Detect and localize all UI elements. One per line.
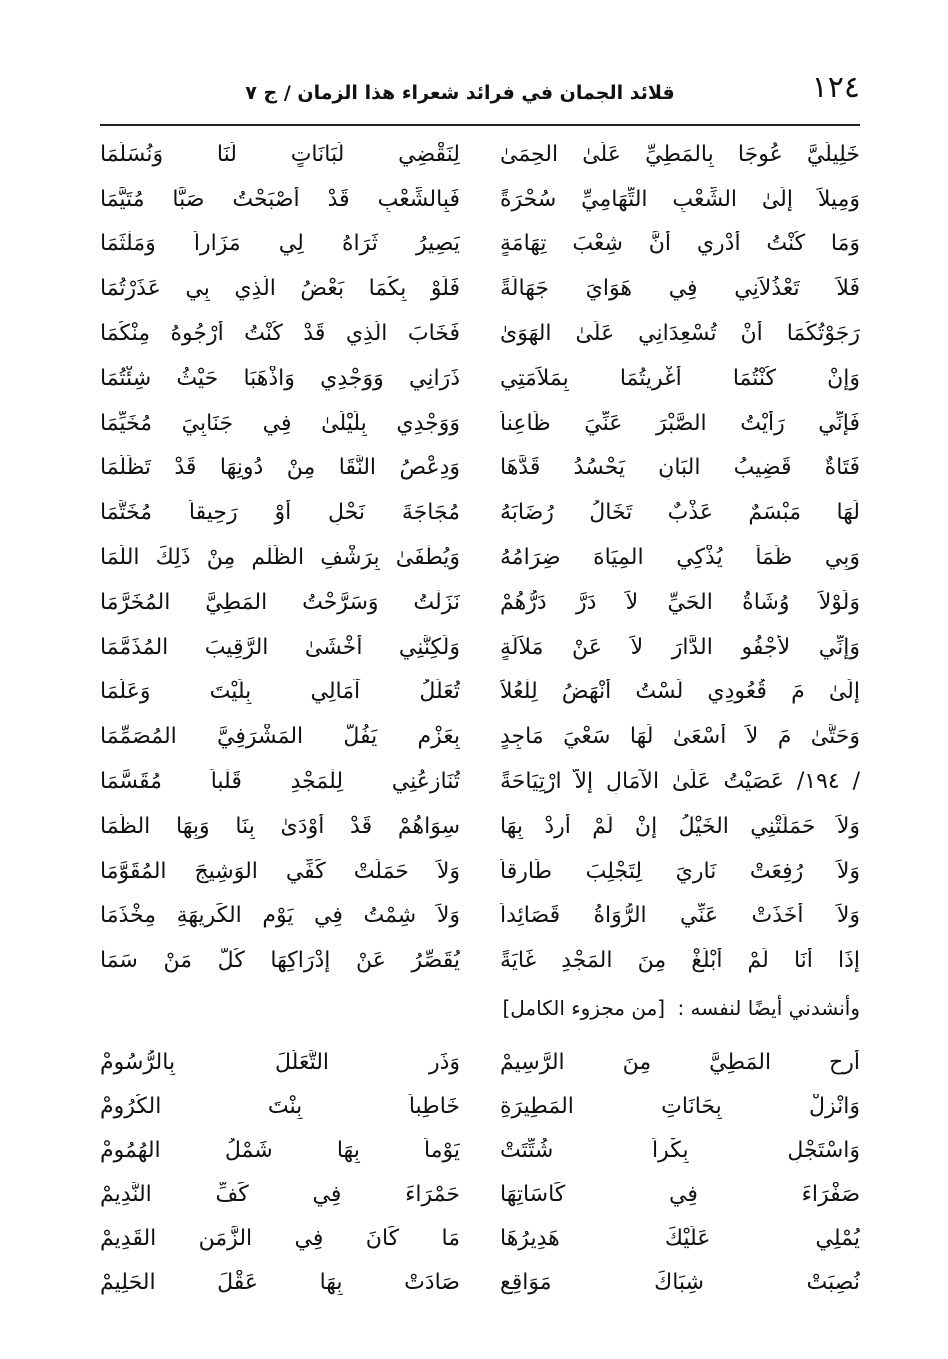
first-hemistich: وَإِنْ كُنْتُمَا أُغْرِيتُمَا بِمَلاَمَتِي [500,365,860,391]
second-hemistich: وَذَرِ التَّعَلُّلَ بِالرُّسُومْ [100,1049,460,1075]
second-hemistich: بِعَزْمٍ يَفُلُّ المَشْرَفِيَّ المُصَمِّمَا [100,724,460,750]
second-hemistich: وَلاَ شِمْتُ فِي يَوْمِ الكَرِيهَةِ مِخْذَمَا [100,903,460,929]
page-number: ١٢٤ [811,70,860,105]
page-header [100,68,860,118]
first-hemistich: / ١٩٤/ عَصَيْتُ عَلَىٰ الآمَالِ إِلاَّ ارْتِيَاحَةً [500,769,860,795]
first-hemistich: وَانْزِلْ بِحَانَاتِ المَطِيرَةِ [500,1093,860,1119]
verse-row [100,132,860,177]
verse-row [100,670,860,715]
second-hemistich: فَبِالشِّعْبِ قَدْ أَصْبَحْتُ صَبًّا مُتَيَّمَا [100,186,460,212]
second-hemistich: لِنَقْضِي لُبَانَاتٍ لَنَا وَنُسَلِّمَا [100,141,460,167]
verse-row [100,894,860,939]
verse-row [100,1172,860,1216]
meter-label: [من مجزوء الكامل] [502,996,666,1020]
first-hemistich: رَجَوْتُكُمَا أَنْ تُسْعِدَانِي عَلَىٰ الهَوَىٰ [500,321,860,347]
verse-row [100,759,860,804]
first-hemistich: وَلاَ رُفِعَتْ نَارِيَ لِتَجْلِبَ طَارِقاً [500,858,860,884]
verse-row [100,1128,860,1172]
second-hemistich: فَخَابَ الَّذِي قَدْ كُنْتُ أَرْجُوهُ مِنْكُمَا [100,321,460,347]
verse-row [100,1260,860,1304]
first-hemistich: فَإِنِّي رَأَيْتُ الصَّبْرَ عَنِّيَ ظَاعِناً [500,410,860,436]
second-hemistich: وَلَكِنَّنِي أَخْشَىٰ الرَّقِيبَ المُذَمَّمَا [100,634,460,660]
second-hemistich: حَمْرَاءَ فِي كَفِّ النَّدِيمْ [100,1181,460,1207]
second-hemistich: نَزَلْتُ وَسَرَّحْتُ المَطِيَّ المُخَرَّمَا [100,589,460,615]
first-hemistich: أَرِحِ المَطِيَّ مِنَ الرَّسِيمْ [500,1049,860,1075]
verse-row [100,311,860,356]
running-title: قلائد الجمان في فرائد شعراء هذا الزمان / ج ٧ [245,82,675,104]
verse-row [100,177,860,222]
second-hemistich: صَادَتْ بِهَا عَقْلَ الحَلِيمْ [100,1269,460,1295]
verse-row [100,490,860,535]
first-hemistich: وَمِيلاَ إِلَىٰ الشِّعْبِ التِّهَامِيِّ سُحْرَةً [500,186,860,212]
poem-2 [100,1040,860,1304]
first-hemistich: وَحَتَّىٰ مَ لاَ أَسْعَىٰ لَهَا سَعْيَ مَاجِدٍ [500,724,860,750]
second-hemistich: تُعَلِّلُ آمَالِي بِلَيْتَ وَعَلَّمَا [100,679,460,705]
verse-row [100,1040,860,1084]
verse-row [100,714,860,759]
verse-row [100,535,860,580]
first-hemistich: وَلاَ أَخَذَتْ عَنِّي الرُّوَاةُ قَصَائِداً [500,903,860,929]
first-hemistich: يُمْلِي عَلَيْكَ هَدِيرُهَا [500,1225,860,1251]
verse-row [100,266,860,311]
second-hemistich: سِوَاهُمْ قَدْ أَوْدَىٰ بِنَا وَبِهَا الظَّمَا [100,813,460,839]
verse-row [100,446,860,491]
verse-row [100,580,860,625]
verse-row [100,222,860,267]
second-hemistich: مُجَاجَةَ نَحْلٍ أَوْ رَحِيقاً مُخَتَّمَا [100,500,460,526]
first-hemistich: إِلَىٰ مَ قُعُودِي لَسْتُ أَنْهَضُ لِلْعُلاَ [500,679,860,705]
second-hemistich: يُقَصِّرُ عَنْ إِدْرَاكِهَا كُلُّ مَنْ سَمَا [100,948,460,974]
first-hemistich: فَتَاةٌ قَضِيبُ البَانِ يَحْسُدُ قَدَّهَا [500,455,860,481]
verse-row [100,938,860,983]
first-hemistich: وَبِي ظَمَأٌ يُذْكِي المِيَاهَ ضِرَامُهُ [500,545,860,571]
first-hemistich: وَلَوْلاَ وُشَاةُ الحَيِّ لاَ دَرَّ دَرُّهُمْ [500,589,860,615]
first-hemistich: وَإِنِّي لأَجْفُو الدَّارَ لاَ عَنْ مَلاَلَةٍ [500,634,860,660]
second-hemistich: وَدِعْصُ النَّقَا مِنْ دُونِهَا قَدْ تَظَلَّمَا [100,455,460,481]
header-rule [100,124,860,126]
first-hemistich: إِذَا أَنَا لَمْ أَبْلُغْ مِنَ المَجْدِ غَايَةً [500,948,860,974]
verse-row [100,625,860,670]
first-hemistich: وَاسْتَجْلِ بِكْراً شُتِّتَتْ [500,1137,860,1163]
first-hemistich: فَلاَ تَعْذُلاَنِي فِي هَوَايَ جَهَالَةً [500,276,860,302]
verse-row [100,1084,860,1128]
verse-row [100,804,860,849]
poem-intro [200,996,860,1020]
verse-row [100,1216,860,1260]
second-hemistich: خَاطِباً بِنْتَ الكُرُومْ [100,1093,460,1119]
first-hemistich: لَهَا مَبْسَمٌ عَذْبٌ تَخَالُ رُضَابَهُ [500,500,860,526]
second-hemistich: ذَرَانِي وَوَجْدِي وَاذْهَبَا حَيْثُ شِئْتُمَا [100,365,460,391]
verse-row [100,401,860,446]
verse-row [100,356,860,401]
second-hemistich: وَلاَ حَمَلَتْ كَفِّي الوَشِيجَ المُقَوَّمَا [100,858,460,884]
second-hemistich: وَيُطْفَىٰ بِرَشْفِ الظَّلْمِ مِنْ ذَلِكَ اللَّمَا [100,545,460,571]
second-hemistich: وَوَجْدِي بِلَيْلَىٰ فِي جَنَابِيَ مُخَيِّمَا [100,410,460,436]
first-hemistich: وَمَا كُنْتُ أَدْرِي أَنَّ شِعْبَ تِهَامَةٍ [500,231,860,257]
second-hemistich: يَوْماً بِهَا شَمْلُ الهُمُومْ [100,1137,460,1163]
second-hemistich: يَصِيرُ ثَرَاهُ لِي مَزَاراً وَمَلْثَمَا [100,231,460,257]
second-hemistich: فَلَوْ بِكُمَا بَعْضُ الَّذِي بِي عَذَرْتُمَا [100,276,460,302]
first-hemistich: خَلِيلَيَّ عُوجَا بِالمَطِيِّ عَلَىٰ الحِمَىٰ [500,141,860,167]
poem-1 [100,132,860,983]
first-hemistich: نُصِبَتْ شِبَاكَ مَوَاقِعٍ [500,1269,860,1295]
first-hemistich: صَفْرَاءَ فِي كَاسَاتِهَا [500,1181,860,1207]
second-hemistich: مَا كَانَ فِي الزَّمَنِ القَدِيمْ [100,1225,460,1251]
intro-text: وأنشدني أيضًا لنفسه : [677,996,860,1020]
verse-row [100,849,860,894]
first-hemistich: وَلاَ حَمَلَتْنِي الخَيْلُ إِنْ لَمْ أَرِدْ بِهَا [500,813,860,839]
second-hemistich: تُنَازِعُنِي لِلْمَجْدِ قَلْباً مُقَسَّمَا [100,769,460,795]
